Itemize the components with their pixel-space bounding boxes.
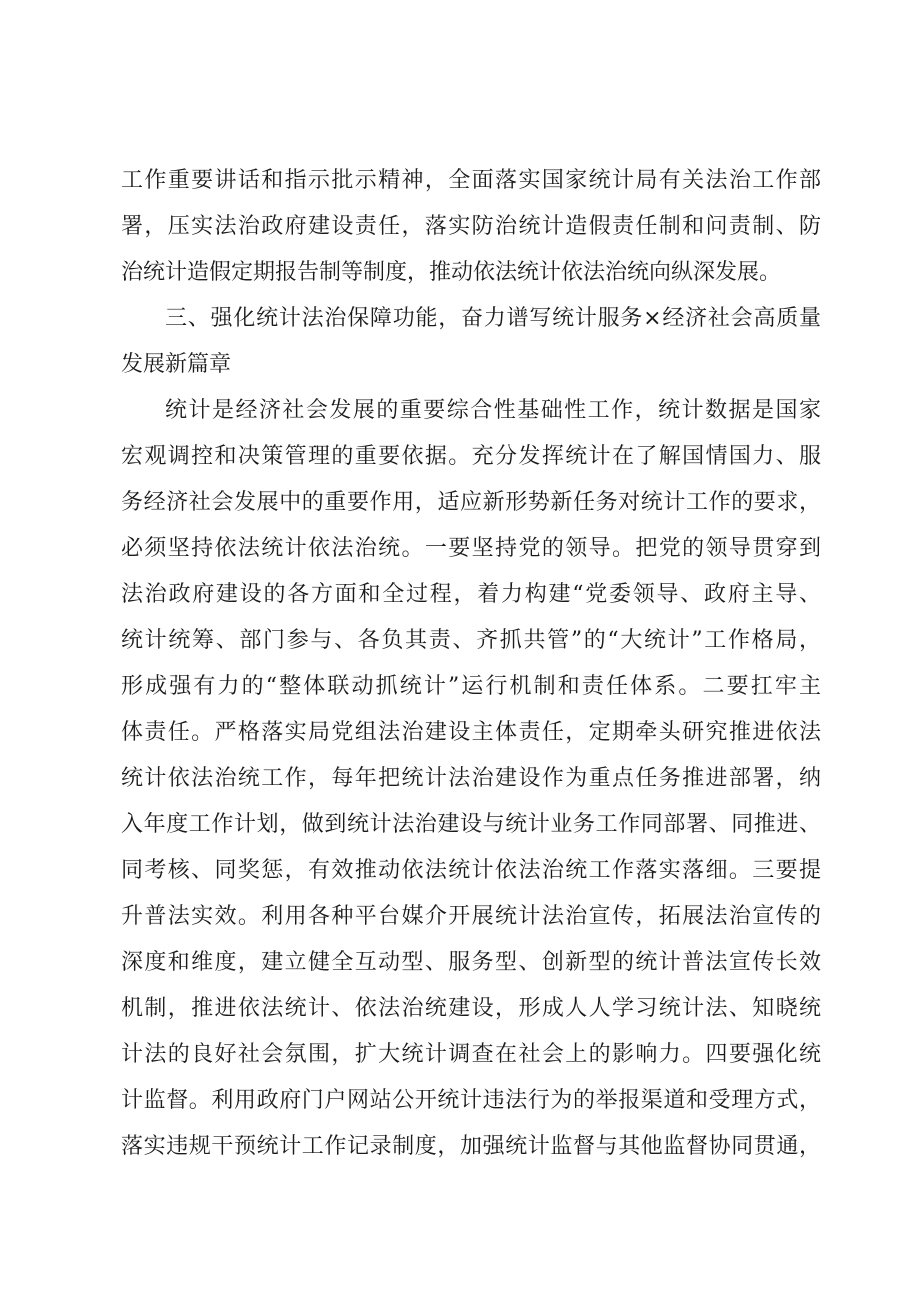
body-text-line: 深度和维度，建立健全互动型、服务型、创新型的统计普法宣传长效 bbox=[121, 950, 821, 975]
body-text-line: 务经济社会发展中的重要作用，适应新形势新任务对统计工作的要求， bbox=[121, 490, 821, 515]
paragraph-first-line: 统计是经济社会发展的重要综合性基础性工作，统计数据是国家 bbox=[165, 398, 821, 423]
body-text-line: 入年度工作计划，做到统计法治建设与统计业务工作同部署、同推进、 bbox=[121, 812, 821, 837]
body-text-line: 机制，推进依法统计、依法治统建设，形成人人学习统计法、知晓统 bbox=[121, 996, 821, 1021]
body-text-line: 宏观调控和决策管理的重要依据。充分发挥统计在了解国情国力、服 bbox=[121, 444, 821, 469]
body-text-line: 统计依法治统工作，每年把统计法治建设作为重点任务推进部署，纳 bbox=[121, 766, 821, 791]
body-text-line: 同考核、同奖惩，有效推动依法统计依法治统工作落实落细。三要提 bbox=[121, 858, 821, 883]
body-text-line: 计监督。利用政府门户网站公开统计违法行为的举报渠道和受理方式， bbox=[121, 1088, 821, 1113]
body-text-line: 落实违规干预统计工作记录制度，加强统计监督与其他监督协同贯通， bbox=[121, 1134, 821, 1159]
body-text-line: 工作重要讲话和指示批示精神，全面落实国家统计局有关法治工作部 bbox=[121, 168, 821, 193]
body-text-line: 必须坚持依法统计依法治统。一要坚持党的领导。把党的领导贯穿到 bbox=[121, 536, 821, 561]
body-text-line: 统计统筹、部门参与、各负其责、齐抓共管”的“大统计”工作格局， bbox=[121, 628, 821, 653]
section-heading: 三、强化统计法治保障功能，奋力谱写统计服务×经济社会高质量 bbox=[165, 306, 821, 331]
body-text-line: 署，压实法治政府建设责任，落实防治统计造假责任制和问责制、防 bbox=[121, 214, 821, 239]
body-text-line: 计法的良好社会氛围，扩大统计调查在社会上的影响力。四要强化统 bbox=[121, 1042, 821, 1067]
body-text-line: 升普法实效。利用各种平台媒介开展统计法治宣传，拓展法治宣传的 bbox=[121, 904, 821, 929]
body-text-line: 体责任。严格落实局党组法治建设主体责任，定期牵头研究推进依法 bbox=[121, 720, 821, 745]
body-text-line: 法治政府建设的各方面和全过程，着力构建“党委领导、政府主导、 bbox=[121, 582, 821, 607]
body-text-line: 治统计造假定期报告制等制度，推动依法统计依法治统向纵深发展。 bbox=[121, 260, 782, 285]
body-text-line: 形成强有力的“整体联动抓统计”运行机制和责任体系。二要扛牢主 bbox=[121, 674, 821, 699]
section-heading-continuation: 发展新篇章 bbox=[121, 352, 232, 377]
